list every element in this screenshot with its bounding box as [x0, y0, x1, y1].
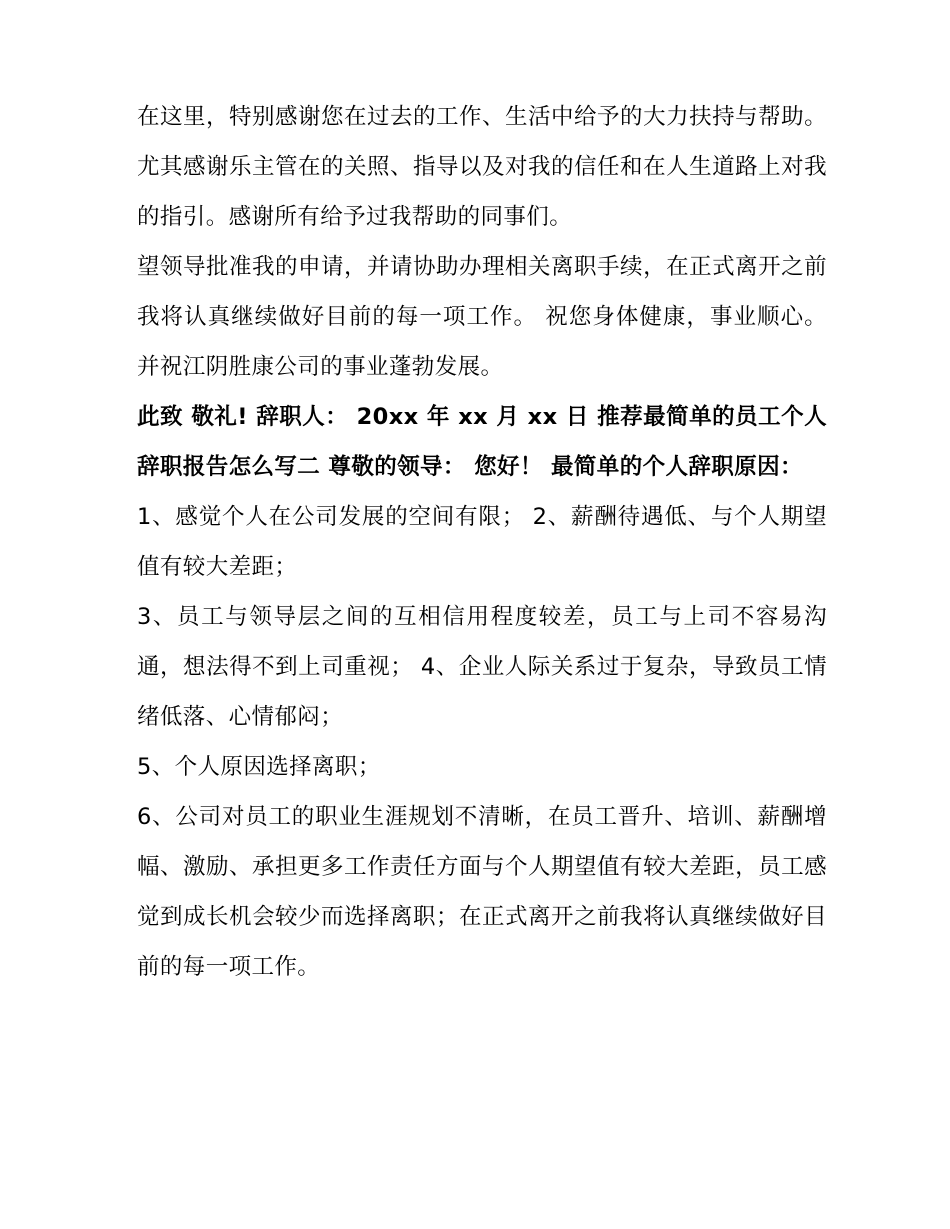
paragraph-5: 3、员工与领导层之间的互相信用程度较差，员工与上司不容易沟通，想法得不到上司重视； 4、企业人际关系过于复杂，导致员工情绪低落、心情郁闷；: [137, 604, 827, 730]
paragraph-1: 在这里，特别感谢您在过去的工作、生活中给予的大力扶持与帮助。尤其感谢乐主管在的关照、指导以及对我的信任和在人生道路上对我的指引。感谢所有给予过我帮助的同事们。: [137, 104, 827, 230]
document-body: [137, 92, 827, 992]
paragraph-3: 此致 敬礼! 辞职人： 20xx 年 xx 月 xx 日 推荐最简单的员工个人辞职报告怎么写二 尊敬的领导： 您好！ 最简单的个人辞职原因：: [137, 404, 827, 480]
paragraph-7: 6、公司对员工的职业生涯规划不清晰，在员工晋升、培训、薪酬增幅、激励、承担更多工作责任方面与个人期望值有较大差距，员工感觉到成长机会较少而选择离职；在正式离开之前我将认真继续做好目前的每一项工作。: [137, 804, 827, 980]
paragraph-6: 5、个人原因选择离职；: [137, 754, 381, 780]
paragraph-2: 望领导批准我的申请，并请协助办理相关离职手续，在正式离开之前我将认真继续做好目前的每一项工作。 祝您身体健康，事业顺心。并祝江阴胜康公司的事业蓬勃发展。: [137, 254, 827, 380]
paragraph-4: 1、感觉个人在公司发展的空间有限； 2、薪酬待遇低、与个人期望值有较大差距；: [137, 504, 827, 580]
